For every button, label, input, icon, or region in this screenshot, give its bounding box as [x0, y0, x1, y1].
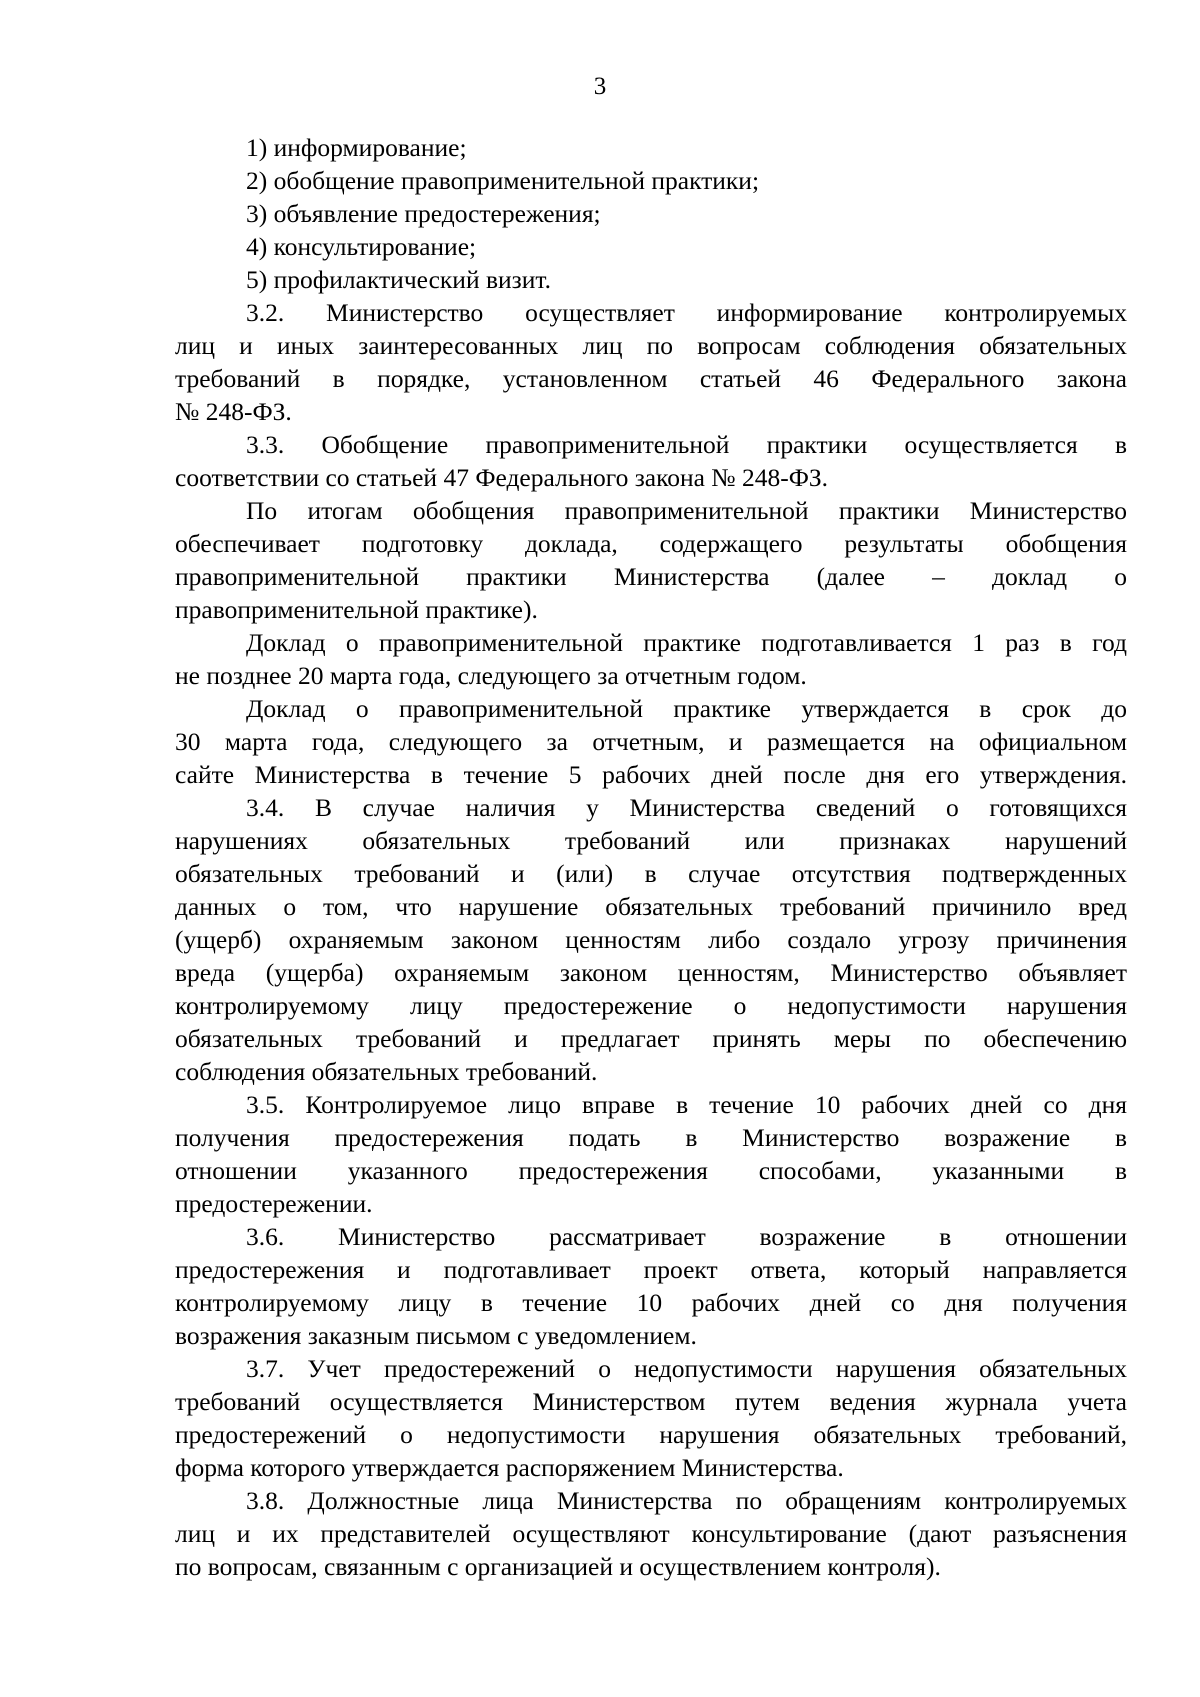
text-line: 3.6. Министерство рассматривает возражение в отношении — [246, 1222, 1127, 1251]
text-line: предостережений о недопустимости нарушения обязательных требований, — [175, 1420, 1127, 1449]
text-line: 1) информирование; — [246, 133, 467, 162]
text-line: 3) объявление предостережения; — [246, 199, 601, 228]
text-line: контролируемому лицу предостережение о недопустимости нарушения — [175, 991, 1127, 1020]
text-line: 30 марта года, следующего за отчетным, и размещается на официальном — [175, 727, 1127, 756]
text-line: По итогам обобщения правоприменительной практики Министерство — [246, 496, 1127, 525]
text-line: соблюдения обязательных требований. — [175, 1057, 598, 1086]
text-line: 5) профилактический визит. — [246, 265, 551, 294]
text-line: Доклад о правоприменительной практике подготавливается 1 раз в год — [246, 628, 1127, 657]
text-line: предостережении. — [175, 1189, 373, 1218]
text-line: получения предостережения подать в Министерство возражение в — [175, 1123, 1127, 1152]
text-line: обязательных требований и предлагает принять меры по обеспечению — [175, 1024, 1127, 1053]
text-line: нарушениях обязательных требований или признаках нарушений — [175, 826, 1127, 855]
text-line: лиц и иных заинтересованных лиц по вопросам соблюдения обязательных — [175, 331, 1127, 360]
text-line: требований в порядке, установленном статьей 46 Федерального закона — [175, 364, 1127, 393]
text-line: (ущерб) охраняемым законом ценностям либо создало угрозу причинения — [175, 925, 1127, 954]
text-line: 4) консультирование; — [246, 232, 477, 261]
text-line: правоприменительной практики Министерства (далее – доклад о — [175, 562, 1127, 591]
text-line: контролируемому лицу в течение 10 рабочих дней со дня получения — [175, 1288, 1127, 1317]
text-line: сайте Министерства в течение 5 рабочих дней после дня его утверждения. — [175, 760, 1127, 789]
text-line: Доклад о правоприменительной практике утверждается в срок до — [246, 694, 1127, 723]
text-line: возражения заказным письмом с уведомлением. — [175, 1321, 697, 1350]
text-line: форма которого утверждается распоряжением Министерства. — [175, 1453, 844, 1482]
text-line: 3.5. Контролируемое лицо вправе в течение 10 рабочих дней со дня — [246, 1090, 1127, 1119]
text-line: данных о том, что нарушение обязательных требований причинило вред — [175, 892, 1127, 921]
text-line: обязательных требований и (или) в случае отсутствия подтвержденных — [175, 859, 1127, 888]
text-line: правоприменительной практике). — [175, 595, 538, 624]
text-line: вреда (ущерба) охраняемым законом ценностям, Министерство объявляет — [175, 958, 1127, 987]
text-line: 3.7. Учет предостережений о недопустимости нарушения обязательных — [246, 1354, 1127, 1383]
text-line: отношении указанного предостережения способами, указанными в — [175, 1156, 1127, 1185]
text-line: обеспечивает подготовку доклада, содержащего результаты обобщения — [175, 529, 1127, 558]
text-line: 2) обобщение правоприменительной практики; — [246, 166, 760, 195]
text-line: № 248-ФЗ. — [175, 397, 292, 426]
text-line: по вопросам, связанным с организацией и осуществлением контроля). — [175, 1552, 941, 1581]
text-line: предостережения и подготавливает проект ответа, который направляется — [175, 1255, 1127, 1284]
text-line: 3.4. В случае наличия у Министерства сведений о готовящихся — [246, 793, 1127, 822]
document-body — [175, 131, 1127, 1583]
text-line: требований осуществляется Министерством путем ведения журнала учета — [175, 1387, 1127, 1416]
text-line: лиц и их представителей осуществляют консультирование (дают разъяснения — [175, 1519, 1127, 1548]
text-line: 3.2. Министерство осуществляет информирование контролируемых — [246, 298, 1127, 327]
text-line: 3.3. Обобщение правоприменительной практики осуществляется в — [246, 430, 1127, 459]
text-line: не позднее 20 марта года, следующего за отчетным годом. — [175, 661, 807, 690]
text-line: 3.8. Должностные лица Министерства по обращениям контролируемых — [246, 1486, 1127, 1515]
text-line: соответствии со статьей 47 Федерального закона № 248-ФЗ. — [175, 463, 829, 492]
page-number: 3 — [593, 73, 607, 100]
